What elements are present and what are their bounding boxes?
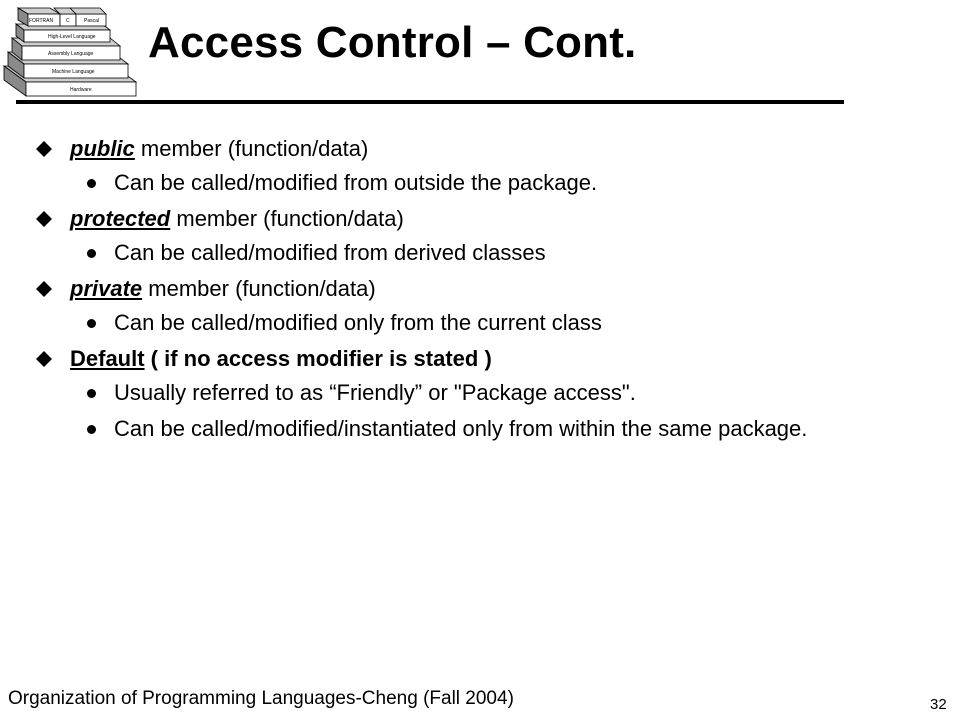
- bullet-text: ( if no access modifier is stated ): [144, 346, 492, 371]
- bullet-default: [70, 346, 492, 372]
- dot-bullet-icon: [87, 425, 96, 434]
- logo-c: C: [66, 18, 70, 24]
- logo-high-level: High-Level Language: [48, 34, 96, 40]
- keyword-public: public: [70, 136, 135, 161]
- footer-course: Organization of Programming Languages-Cheng (Fall 2004): [8, 688, 514, 709]
- logo-hardware: Hardware: [70, 87, 92, 93]
- bullet-text: member (function/data): [134, 136, 369, 161]
- bullet-public: [70, 136, 368, 162]
- keyword-private: private: [70, 276, 143, 301]
- diamond-bullet-icon: [36, 141, 52, 157]
- slide-title: Access Control – Cont.: [148, 18, 637, 67]
- diamond-bullet-icon: [36, 211, 52, 227]
- diamond-bullet-icon: [36, 281, 52, 297]
- keyword-protected: protected: [70, 206, 171, 231]
- sub-bullet: Can be called/modified/instantiated only from within the same package.: [114, 416, 808, 441]
- bullet-protected: [70, 206, 404, 232]
- dot-bullet-icon: [87, 249, 96, 258]
- sub-bullet: Can be called/modified only from the current class: [114, 310, 602, 335]
- logo-machine: Machine Language: [52, 69, 95, 75]
- language-layers-logo: [0, 0, 140, 104]
- diamond-bullet-icon: [36, 351, 52, 367]
- sub-bullet: Can be called/modified from derived classes: [114, 240, 546, 265]
- title-divider: [16, 100, 844, 104]
- dot-bullet-icon: [87, 389, 96, 398]
- logo-assembly: Assembly Language: [48, 51, 94, 57]
- logo-pascal: Pascal: [84, 18, 100, 24]
- dot-bullet-icon: [87, 319, 96, 328]
- bullet-private: [70, 276, 376, 302]
- bullet-text: member (function/data): [142, 276, 376, 301]
- page-number: 32: [930, 696, 947, 713]
- dot-bullet-icon: [87, 179, 96, 188]
- keyword-default: Default: [70, 346, 145, 371]
- sub-bullet: Can be called/modified from outside the package.: [114, 170, 598, 195]
- bullet-text: member (function/data): [170, 206, 404, 231]
- sub-bullet: Usually referred to as “Friendly” or "Package access".: [114, 380, 636, 405]
- logo-fortran: FORTRAN: [29, 18, 54, 24]
